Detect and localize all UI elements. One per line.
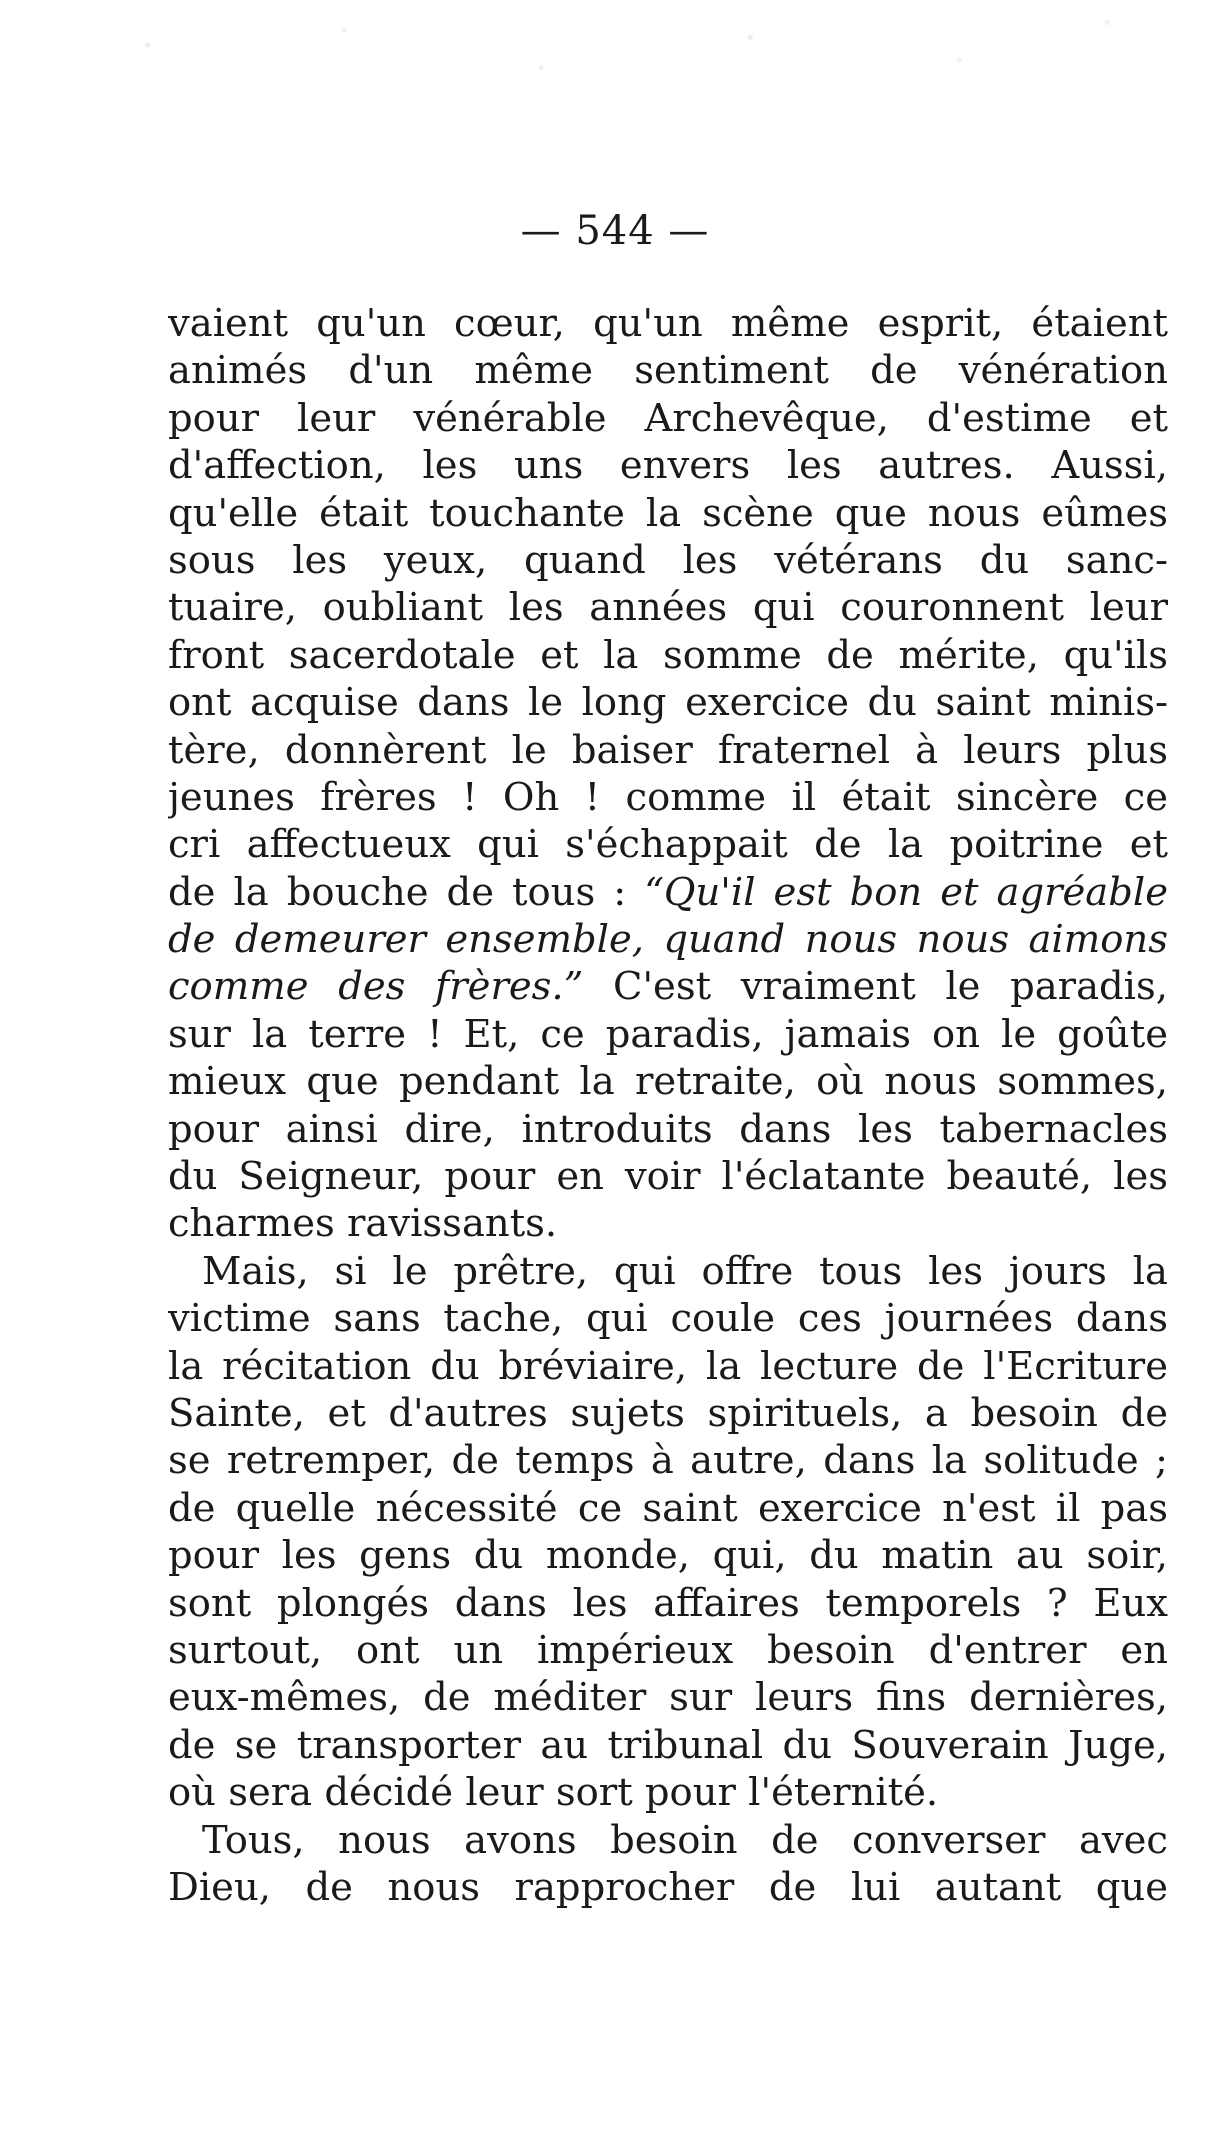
line-text: front sacerdotale et la somme de mérite, qu'ils bbox=[168, 632, 1168, 678]
text-line bbox=[168, 442, 1168, 489]
line-text: ont acquise dans le long exercice du saint minis- bbox=[168, 680, 1168, 726]
line-text: C'est vraiment le paradis, bbox=[583, 964, 1168, 1010]
text-line bbox=[168, 490, 1168, 537]
text-line bbox=[168, 1580, 1168, 1627]
text-line bbox=[168, 1153, 1168, 1200]
line-text: Mais, si le prêtre, qui offre tous les jours la bbox=[202, 1248, 1168, 1294]
body-text bbox=[168, 300, 1168, 1911]
text-line bbox=[168, 1295, 1168, 1342]
line-text: cri affectueux qui s'échappait de la poitrine et bbox=[168, 822, 1168, 868]
text-line bbox=[168, 347, 1168, 394]
text-line bbox=[168, 916, 1168, 963]
text-line bbox=[168, 963, 1168, 1010]
line-text: mieux que pendant la retraite, où nous sommes, bbox=[168, 1059, 1168, 1105]
line-text: se retremper, de temps à autre, dans la solitude ; bbox=[168, 1438, 1168, 1484]
text-line bbox=[168, 1485, 1168, 1532]
text-line bbox=[168, 679, 1168, 726]
line-text: d'affection, les uns envers les autres. Aussi, bbox=[168, 443, 1168, 489]
line-text: tère, donnèrent le baiser fraternel à leurs plus bbox=[168, 727, 1168, 773]
line-text: du Seigneur, pour en voir l'éclatante beauté, les bbox=[168, 1154, 1168, 1200]
text-line bbox=[168, 1106, 1168, 1153]
text-line bbox=[168, 727, 1168, 774]
page-number: — 544 — bbox=[520, 208, 710, 254]
italic-quote: de demeurer ensemble, quand nous nous aimons bbox=[168, 917, 1168, 963]
line-text: sont plongés dans les affaires temporels ? Eux bbox=[168, 1580, 1168, 1626]
text-line bbox=[168, 632, 1168, 679]
text-line bbox=[168, 1058, 1168, 1105]
line-text: pour ainsi dire, introduits dans les tabernacles bbox=[168, 1106, 1168, 1152]
line-text: surtout, ont un impérieux besoin d'entrer en bbox=[168, 1627, 1168, 1673]
line-text: Dieu, de nous rapprocher de lui autant que bbox=[168, 1864, 1168, 1910]
line-text: charmes ravissants. bbox=[168, 1201, 558, 1247]
line-text: pour les gens du monde, qui, du matin au soir, bbox=[168, 1533, 1168, 1579]
text-line bbox=[168, 1627, 1168, 1674]
line-text: Sainte, et d'autres sujets spirituels, a besoin de bbox=[168, 1390, 1168, 1436]
line-text: eux-mêmes, de méditer sur leurs fins dernières, bbox=[168, 1675, 1168, 1721]
page-noise bbox=[0, 0, 1230, 150]
text-line bbox=[168, 1390, 1168, 1437]
line-text: victime sans tache, qui coule ces journées dans bbox=[168, 1296, 1168, 1342]
line-text: jeunes frères ! Oh ! comme il était sincère ce bbox=[168, 774, 1168, 820]
text-line bbox=[168, 869, 1168, 916]
italic-quote: “Qu'il est bon et agréable bbox=[644, 869, 1168, 915]
text-line bbox=[168, 584, 1168, 631]
line-text: sous les yeux, quand les vétérans du sanc- bbox=[168, 537, 1168, 583]
line-text: de la bouche de tous : bbox=[168, 869, 645, 915]
line-text: de quelle nécessité ce saint exercice n'est il pas bbox=[168, 1485, 1168, 1531]
text-line bbox=[168, 774, 1168, 821]
text-line bbox=[168, 395, 1168, 442]
text-line bbox=[168, 1674, 1168, 1721]
text-line bbox=[168, 1532, 1168, 1579]
text-line bbox=[168, 1248, 1168, 1295]
text-line bbox=[168, 1817, 1168, 1864]
line-text: Tous, nous avons besoin de converser avec bbox=[202, 1817, 1168, 1863]
text-line bbox=[168, 1200, 1168, 1247]
line-text: animés d'un même sentiment de vénération bbox=[168, 348, 1168, 394]
text-line bbox=[168, 537, 1168, 584]
italic-quote: comme des frères.” bbox=[168, 964, 584, 1010]
text-line bbox=[168, 821, 1168, 868]
line-text: pour leur vénérable Archevêque, d'estime et bbox=[168, 395, 1168, 441]
text-line bbox=[168, 300, 1168, 347]
line-text: vaient qu'un cœur, qu'un même esprit, étaient bbox=[168, 301, 1168, 346]
text-line bbox=[168, 1722, 1168, 1769]
text-line bbox=[168, 1011, 1168, 1058]
line-text: sur la terre ! Et, ce paradis, jamais on le goûte bbox=[168, 1011, 1168, 1057]
line-text: de se transporter au tribunal du Souverain Juge, bbox=[168, 1722, 1168, 1768]
text-line bbox=[168, 1343, 1168, 1390]
text-line bbox=[168, 1769, 1168, 1816]
line-text: tuaire, oubliant les années qui couronnent leur bbox=[168, 585, 1168, 631]
text-line bbox=[168, 1437, 1168, 1484]
line-text: la récitation du bréviaire, la lecture de l'Ecriture bbox=[168, 1343, 1168, 1389]
text-line bbox=[168, 1864, 1168, 1911]
line-text: qu'elle était touchante la scène que nous eûmes bbox=[168, 490, 1168, 536]
line-text: où sera décidé leur sort pour l'éternité. bbox=[168, 1770, 939, 1816]
